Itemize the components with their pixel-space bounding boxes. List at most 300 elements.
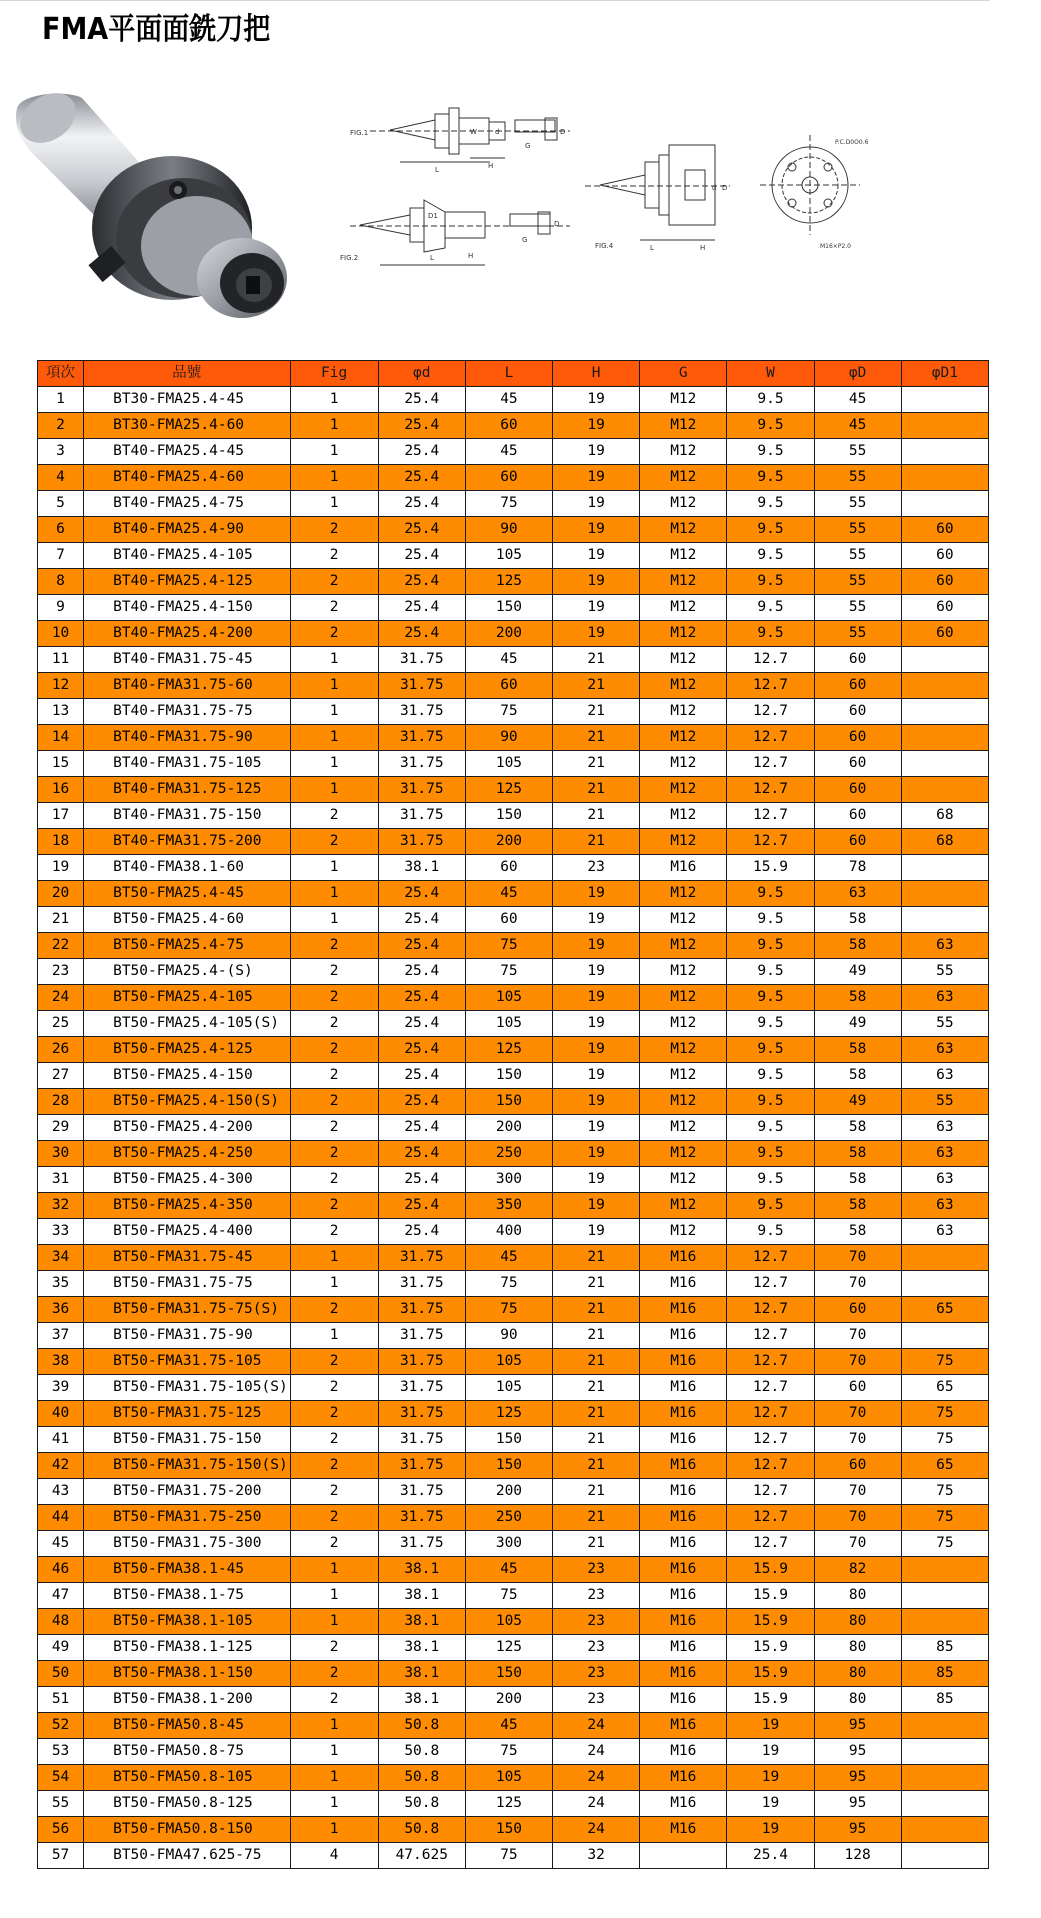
cell-W: 19 [727,1791,814,1817]
cell-W: 9.5 [727,543,814,569]
cell-G: M16 [640,1791,727,1817]
cell-fig: 1 [290,1245,378,1271]
fig2-label: FIG.2 [340,254,359,262]
cell-phi-d: 25.4 [378,1141,465,1167]
table-row [38,1219,989,1245]
cell-part-no: BT40-FMA25.4-75 [84,491,290,517]
cell-W: 12.7 [727,1245,814,1271]
cell-W: 19 [727,1713,814,1739]
cell-part-no: BT50-FMA38.1-150 [84,1661,290,1687]
cell-G: M12 [640,907,727,933]
cell-H: 32 [553,1843,640,1869]
cell-part-no: BT50-FMA31.75-75(S) [84,1297,290,1323]
cell-phi-D: 60 [814,725,901,751]
cell-phi-d: 50.8 [378,1765,465,1791]
cell-phi-d: 31.75 [378,1453,465,1479]
cell-fig: 2 [290,1401,378,1427]
cell-phi-D1 [901,855,988,881]
cell-G: M12 [640,439,727,465]
cell-part-no: BT40-FMA25.4-200 [84,621,290,647]
cell-phi-D1: 60 [901,569,988,595]
cell-phi-D: 55 [814,621,901,647]
cell-W: 12.7 [727,1271,814,1297]
cell-phi-D1 [901,751,988,777]
cell-L: 105 [465,1765,552,1791]
cell-phi-D1 [901,1323,988,1349]
cell-L: 105 [465,985,552,1011]
cell-phi-D1: 55 [901,1089,988,1115]
cell-fig: 4 [290,1843,378,1869]
cell-W: 9.5 [727,959,814,985]
cell-L: 75 [465,1297,552,1323]
cell-phi-d: 25.4 [378,1115,465,1141]
table-row [38,387,989,413]
cell-G: M12 [640,647,727,673]
cell-W: 15.9 [727,1635,814,1661]
cell-G: M16 [640,1271,727,1297]
cell-L: 75 [465,1739,552,1765]
cell-fig: 2 [290,1427,378,1453]
cell-part-no: BT50-FMA25.4-400 [84,1219,290,1245]
cell-G: M16 [640,1531,727,1557]
cell-W: 9.5 [727,595,814,621]
cell-item-no: 52 [38,1713,84,1739]
cell-phi-d: 31.75 [378,647,465,673]
table-row [38,1037,989,1063]
cell-L: 45 [465,647,552,673]
table-row [38,1167,989,1193]
cell-W: 12.7 [727,1505,814,1531]
cell-part-no: BT50-FMA25.4-105(S) [84,1011,290,1037]
cell-G: M12 [640,465,727,491]
cell-W: 15.9 [727,1557,814,1583]
cell-phi-d: 31.75 [378,725,465,751]
dim-W-fig1: W [470,128,477,136]
cell-G: M12 [640,1219,727,1245]
cell-H: 24 [553,1791,640,1817]
table-row [38,1323,989,1349]
cell-fig: 1 [290,1791,378,1817]
cell-item-no: 1 [38,387,84,413]
table-row [38,1843,989,1869]
cell-G: M12 [640,751,727,777]
cell-H: 19 [553,1089,640,1115]
table-row [38,1713,989,1739]
cell-phi-D: 55 [814,569,901,595]
cell-W: 15.9 [727,1609,814,1635]
cell-H: 21 [553,647,640,673]
cell-phi-D1 [901,465,988,491]
table-row [38,1583,989,1609]
cell-G: M12 [640,1115,727,1141]
cell-G: M16 [640,1817,727,1843]
cell-L: 200 [465,829,552,855]
cell-item-no: 26 [38,1037,84,1063]
cell-W: 12.7 [727,699,814,725]
cell-G: M16 [640,1479,727,1505]
table-row [38,439,989,465]
cell-phi-D1: 85 [901,1635,988,1661]
cell-fig: 2 [290,1193,378,1219]
cell-G: M12 [640,803,727,829]
cell-phi-D1 [901,1271,988,1297]
table-row [38,1817,989,1843]
dim-d-fig4: d [712,184,717,192]
cell-L: 75 [465,1583,552,1609]
table-row [38,1297,989,1323]
cell-item-no: 4 [38,465,84,491]
cell-phi-D: 58 [814,1063,901,1089]
cell-part-no: BT40-FMA31.75-200 [84,829,290,855]
cell-item-no: 38 [38,1349,84,1375]
cell-item-no: 32 [38,1193,84,1219]
table-row [38,1687,989,1713]
cell-L: 60 [465,907,552,933]
cell-fig: 2 [290,1167,378,1193]
cell-phi-D: 45 [814,387,901,413]
cell-W: 12.7 [727,803,814,829]
dim-L-fig1: L [435,166,439,174]
cell-W: 9.5 [727,1193,814,1219]
pcd-note: P.C.D0O0.6 [835,139,869,146]
cell-part-no: BT50-FMA25.4-150 [84,1063,290,1089]
cell-G: M12 [640,1089,727,1115]
cell-phi-D1: 60 [901,595,988,621]
cell-item-no: 43 [38,1479,84,1505]
cell-L: 90 [465,517,552,543]
cell-phi-D: 58 [814,985,901,1011]
cell-W: 12.7 [727,777,814,803]
cell-item-no: 10 [38,621,84,647]
cell-phi-d: 38.1 [378,1609,465,1635]
cell-L: 45 [465,387,552,413]
cell-fig: 2 [290,517,378,543]
cell-W: 12.7 [727,1453,814,1479]
cell-W: 9.5 [727,985,814,1011]
cell-phi-D1 [901,881,988,907]
cell-phi-d: 31.75 [378,777,465,803]
cell-fig: 1 [290,1271,378,1297]
table-row [38,907,989,933]
cell-L: 45 [465,1245,552,1271]
cell-H: 21 [553,751,640,777]
cell-item-no: 22 [38,933,84,959]
cell-part-no: BT50-FMA31.75-125 [84,1401,290,1427]
cell-G: M12 [640,1037,727,1063]
table-row [38,699,989,725]
cell-fig: 1 [290,673,378,699]
cell-G: M16 [640,1245,727,1271]
cell-G: M12 [640,673,727,699]
cell-fig: 1 [290,881,378,907]
cell-G: M16 [640,1687,727,1713]
cell-G: M16 [640,1349,727,1375]
cell-item-no: 35 [38,1271,84,1297]
cell-phi-D1: 63 [901,1141,988,1167]
cell-G: M16 [640,1453,727,1479]
cell-phi-d: 31.75 [378,1505,465,1531]
cell-phi-D: 49 [814,1011,901,1037]
cell-phi-D1 [901,647,988,673]
cell-part-no: BT50-FMA38.1-75 [84,1583,290,1609]
cell-part-no: BT30-FMA25.4-45 [84,387,290,413]
cell-item-no: 31 [38,1167,84,1193]
cell-phi-D: 55 [814,595,901,621]
cell-G: M16 [640,1375,727,1401]
cell-part-no: BT40-FMA31.75-45 [84,647,290,673]
cell-W: 12.7 [727,1323,814,1349]
cell-item-no: 27 [38,1063,84,1089]
cell-phi-D1: 75 [901,1401,988,1427]
cell-G: M16 [640,1505,727,1531]
cell-phi-d: 25.4 [378,465,465,491]
cell-H: 21 [553,1271,640,1297]
table-row [38,1557,989,1583]
cell-fig: 2 [290,1349,378,1375]
cell-phi-D: 70 [814,1323,901,1349]
table-row [38,1245,989,1271]
cell-H: 19 [553,1011,640,1037]
cell-phi-D: 78 [814,855,901,881]
cell-phi-d: 31.75 [378,1401,465,1427]
cell-fig: 1 [290,1609,378,1635]
cell-part-no: BT50-FMA31.75-105(S) [84,1375,290,1401]
cell-part-no: BT40-FMA38.1-60 [84,855,290,881]
cell-part-no: BT50-FMA25.4-(S) [84,959,290,985]
cell-G: M16 [640,1323,727,1349]
cell-fig: 2 [290,1011,378,1037]
fig2-drawing [350,200,570,265]
cell-phi-D1: 55 [901,1011,988,1037]
cell-item-no: 12 [38,673,84,699]
cell-phi-D1 [901,673,988,699]
cell-phi-d: 25.4 [378,387,465,413]
cell-item-no: 23 [38,959,84,985]
cell-item-no: 56 [38,1817,84,1843]
cell-H: 21 [553,1245,640,1271]
cell-item-no: 2 [38,413,84,439]
table-row [38,517,989,543]
cell-G: M12 [640,1063,727,1089]
header-phi-d: φd [378,361,465,387]
cell-G: M12 [640,517,727,543]
tool-holder-photo [12,78,332,348]
cell-item-no: 24 [38,985,84,1011]
cell-fig: 1 [290,1323,378,1349]
cell-item-no: 15 [38,751,84,777]
cell-L: 300 [465,1531,552,1557]
cell-phi-D: 70 [814,1427,901,1453]
cell-part-no: BT50-FMA31.75-45 [84,1245,290,1271]
cell-W: 12.7 [727,1479,814,1505]
cell-G: M16 [640,1635,727,1661]
cell-phi-d: 25.4 [378,413,465,439]
table-row [38,543,989,569]
cell-phi-d: 25.4 [378,1167,465,1193]
table-row [38,1479,989,1505]
cell-W: 12.7 [727,829,814,855]
cell-item-no: 17 [38,803,84,829]
cell-phi-D1 [901,1791,988,1817]
cell-H: 19 [553,413,640,439]
cell-phi-d: 25.4 [378,1011,465,1037]
cell-G: M12 [640,881,727,907]
cell-phi-D1 [901,387,988,413]
cell-W: 9.5 [727,569,814,595]
table-body [38,387,989,1869]
cell-part-no: BT40-FMA31.75-60 [84,673,290,699]
cell-fig: 1 [290,777,378,803]
cell-G: M16 [640,855,727,881]
cell-phi-d: 25.4 [378,569,465,595]
cell-phi-d: 25.4 [378,491,465,517]
cell-W: 19 [727,1765,814,1791]
cell-phi-d: 50.8 [378,1791,465,1817]
cell-phi-D1: 68 [901,803,988,829]
cell-W: 9.5 [727,1011,814,1037]
cell-phi-D: 49 [814,959,901,985]
cell-fig: 2 [290,1375,378,1401]
cell-part-no: BT40-FMA31.75-125 [84,777,290,803]
cell-phi-d: 31.75 [378,699,465,725]
header-fig: Fig [290,361,378,387]
cell-G: M16 [640,1739,727,1765]
cell-phi-d: 25.4 [378,1037,465,1063]
cell-fig: 2 [290,1297,378,1323]
cell-phi-D: 70 [814,1349,901,1375]
cell-part-no: BT50-FMA25.4-250 [84,1141,290,1167]
cell-H: 24 [553,1765,640,1791]
cell-phi-D1: 75 [901,1349,988,1375]
cell-W: 12.7 [727,1531,814,1557]
cell-item-no: 18 [38,829,84,855]
dim-L-fig4: L [650,244,654,252]
cell-part-no: BT50-FMA25.4-105 [84,985,290,1011]
cell-phi-D: 49 [814,1089,901,1115]
cell-L: 105 [465,543,552,569]
cell-phi-d: 25.4 [378,1089,465,1115]
cell-phi-d: 38.1 [378,855,465,881]
cell-phi-D1 [901,1765,988,1791]
cell-item-no: 39 [38,1375,84,1401]
cell-part-no: BT50-FMA25.4-60 [84,907,290,933]
cell-item-no: 29 [38,1115,84,1141]
cell-phi-D1: 75 [901,1505,988,1531]
cell-item-no: 34 [38,1245,84,1271]
cell-fig: 1 [290,1557,378,1583]
cell-phi-D1: 63 [901,1037,988,1063]
cell-phi-D1: 65 [901,1453,988,1479]
cell-fig: 2 [290,1479,378,1505]
cell-fig: 2 [290,1661,378,1687]
cell-L: 90 [465,1323,552,1349]
cell-W: 9.5 [727,465,814,491]
cell-G: M12 [640,387,727,413]
cell-phi-D1: 60 [901,543,988,569]
cell-fig: 2 [290,933,378,959]
cell-phi-D: 80 [814,1687,901,1713]
cell-fig: 1 [290,387,378,413]
header-phi-D1: φD1 [901,361,988,387]
table-row [38,595,989,621]
cell-W: 25.4 [727,1843,814,1869]
table-row [38,881,989,907]
cell-phi-D: 82 [814,1557,901,1583]
cell-H: 19 [553,1115,640,1141]
cell-G: M12 [640,1141,727,1167]
cell-phi-D: 60 [814,777,901,803]
cell-G: M12 [640,985,727,1011]
cell-phi-d: 31.75 [378,751,465,777]
cell-G: M12 [640,595,727,621]
cell-L: 75 [465,699,552,725]
cell-G: M16 [640,1401,727,1427]
cell-phi-D1 [901,699,988,725]
cell-phi-d: 31.75 [378,1349,465,1375]
cell-phi-D: 70 [814,1401,901,1427]
cell-item-no: 51 [38,1687,84,1713]
cell-L: 250 [465,1141,552,1167]
cell-L: 75 [465,1271,552,1297]
cell-phi-D: 58 [814,1193,901,1219]
table-row [38,803,989,829]
cell-item-no: 13 [38,699,84,725]
header-part-no: 品號 [84,361,290,387]
cell-fig: 2 [290,543,378,569]
spec-table [37,360,989,1869]
cell-phi-D: 80 [814,1635,901,1661]
header-H: H [553,361,640,387]
bolt-note: M16×P2.0 [820,243,851,250]
cell-phi-D1 [901,725,988,751]
cell-phi-D: 45 [814,413,901,439]
cell-part-no: BT40-FMA25.4-90 [84,517,290,543]
cell-part-no: BT50-FMA50.8-45 [84,1713,290,1739]
cell-phi-d: 31.75 [378,1271,465,1297]
cell-L: 150 [465,803,552,829]
cell-part-no: BT50-FMA31.75-150(S) [84,1453,290,1479]
cell-phi-D: 60 [814,673,901,699]
cell-phi-D: 95 [814,1713,901,1739]
cell-item-no: 47 [38,1583,84,1609]
cell-W: 9.5 [727,491,814,517]
cell-phi-D1: 75 [901,1531,988,1557]
cell-G: M16 [640,1297,727,1323]
cell-fig: 1 [290,907,378,933]
cell-L: 250 [465,1505,552,1531]
cell-L: 105 [465,1609,552,1635]
cell-item-no: 49 [38,1635,84,1661]
dim-G-fig1: G [525,142,531,150]
cell-G: M16 [640,1609,727,1635]
cell-G: M12 [640,1011,727,1037]
cell-H: 19 [553,465,640,491]
cell-L: 75 [465,491,552,517]
cell-phi-d: 38.1 [378,1583,465,1609]
cell-W: 12.7 [727,725,814,751]
cell-phi-D: 70 [814,1531,901,1557]
cell-L: 150 [465,595,552,621]
cell-phi-D: 60 [814,1375,901,1401]
cell-phi-d: 31.75 [378,1297,465,1323]
cell-part-no: BT50-FMA31.75-105 [84,1349,290,1375]
cell-G: M16 [640,1713,727,1739]
cell-W: 9.5 [727,1141,814,1167]
dim-D-fig2: D [554,220,560,228]
cell-H: 19 [553,621,640,647]
cell-phi-d: 25.4 [378,543,465,569]
cell-L: 125 [465,1635,552,1661]
